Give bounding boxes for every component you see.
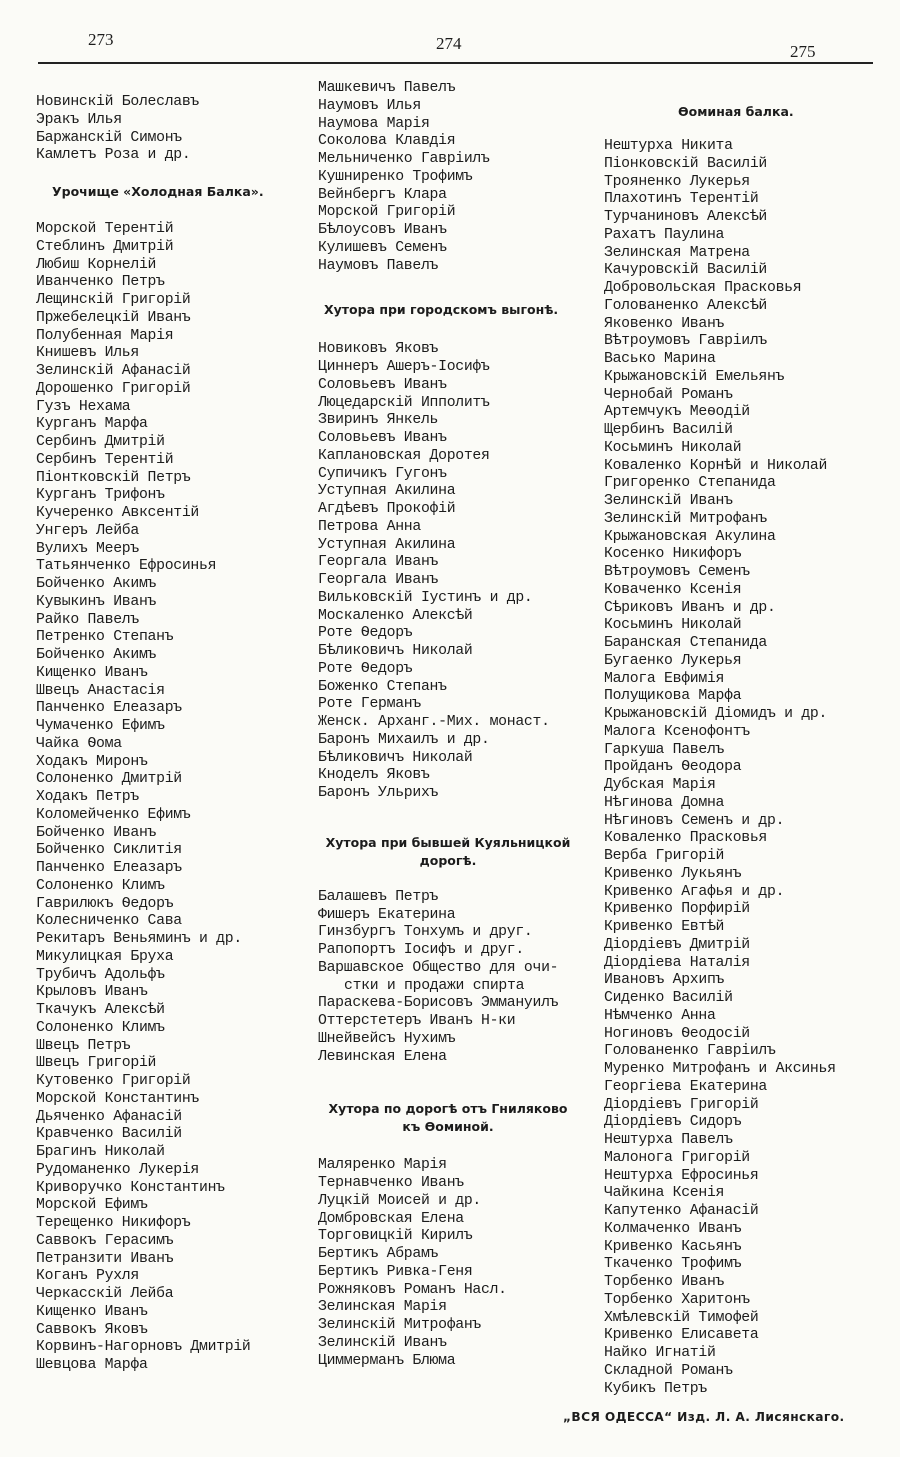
list-item: Татьянченко Ефросинья [36,558,217,575]
list-item: Курганъ Трифонъ [36,487,165,504]
list-item-continuation: стки и продажи спирта [344,977,525,994]
list-item: Зелинскій Иванъ [604,493,733,509]
publisher-imprint: „ВСЯ ОДЕССА“ Изд. Л. А. Лисянскаго. [563,1410,845,1424]
list-item: Бугаенко Лукерья [604,652,742,669]
list-item: Кувыкинъ Иванъ [36,593,157,610]
list-item: Кравченко Василій [36,1126,182,1143]
list-item: Кривенко Касьянъ [604,1238,742,1255]
list-item: Шевцова Марфа [36,1357,148,1373]
list-item: Ткачукъ Алексѣй [36,1002,165,1018]
list-item: Баржанскій Симонъ [36,129,182,146]
list-item: Вѣтроумовъ Семенъ [604,564,750,580]
list-item: Морской Ефимъ [36,1197,148,1214]
list-item: Терещенко Никифоръ [36,1215,191,1231]
list-item: Петренко Степанъ [36,629,174,646]
list-item: Оттерстетеръ Иванъ Н-ки [318,1013,516,1029]
list-item: Шнейвейсъ Нухимъ [318,1030,456,1047]
list-item: Гаврилюкъ Ѳедоръ [36,895,174,912]
list-item: Вѣтроумовъ Гавріилъ [604,333,768,350]
list-item: Баронъ Михаилъ и др. [318,731,490,748]
list-item: Діордіевъ Григорій [604,1096,759,1113]
list-item: Солоненко Дмитрій [36,771,182,788]
list-item: Женск. Арханг.-Мих. монаст. [318,714,550,730]
list-item: Рапопортъ Іосифъ и друг. [318,942,524,958]
list-item: Лещинскій Григорій [36,292,191,308]
section-heading: Урочище «Холодная Балка». [52,184,264,199]
list-item: Діордіевъ Дмитрій [604,936,750,953]
page-number-273: 273 [88,30,114,49]
list-item: Георгіева Екатерина [604,1078,768,1095]
list-item: Домбровская Елена [318,1210,464,1227]
name-list [318,889,583,978]
list-item: Пржебелецкій Иванъ [36,309,191,326]
list-item: Супичикъ Гугонъ [318,465,447,482]
list-item: Сиденко Василій [604,990,733,1006]
list-item: Косьминъ Николай [604,439,742,456]
list-item: Голованенко Гавріилъ [604,1043,776,1060]
list-item: Вейнбергъ Клара [318,186,447,203]
name-list [36,221,311,1375]
list-item: Крыжановскій Емельянъ [604,368,785,385]
list-item: Піонковскій Василій [604,155,768,172]
list-item: Саввокъ Яковъ [36,1321,148,1338]
list-item: Складной Романъ [604,1362,733,1379]
list-item: Коваленко Корнѣй и Николай [604,457,828,474]
list-item: Роте Германъ [318,696,421,713]
list-item: Мельниченко Гавріилъ [318,151,490,167]
list-item: Каплановская Доротея [318,447,490,464]
list-item: Ходакъ Миронъ [36,753,148,770]
list-item: Діордіева Наталія [604,954,750,971]
list-item: Рекитаръ Веньяминъ и др. [36,931,242,947]
name-list [318,341,583,803]
list-item: Зелинская Матрена [604,244,750,261]
section-heading: Хутора при городскомъ выгонѣ. [324,302,559,318]
list-item: Микулицкая Бруха [36,948,174,965]
list-item: Вулихъ Мееръ [36,540,139,557]
list-item: Бертикъ Ривка-Геня [318,1263,473,1280]
list-item: Трояненко Лукерья [604,173,750,190]
list-item: Роте Ѳедоръ [318,660,413,677]
list-item: Плахотинъ Терентій [604,191,759,208]
list-item: Щербинъ Василій [604,422,733,438]
list-item: Крыжановская Акулина [604,528,776,545]
list-item: Бойченко Иванъ [36,824,157,841]
list-item: Бойченко Акимъ [36,647,157,663]
list-item: Наумовъ Илья [318,97,421,114]
list-item: Криворучко Константинъ [36,1179,225,1196]
list-item: Капутенко Афанасій [604,1203,759,1219]
list-item: Кривенко Порфирій [604,901,750,918]
list-item: Кривенко Елисавета [604,1327,759,1344]
list-item: Новиковъ Яковъ [318,341,439,358]
list-item: Левинская Елена [318,1048,447,1065]
list-item: Сѣриковъ Иванъ и др. [604,599,776,616]
list-item: Малонога Григорій [604,1149,750,1166]
list-item: Полущикова Марфа [604,688,742,705]
list-item: Сербинъ Дмитрій [36,434,165,450]
list-item: Нѣмченко Анна [604,1007,716,1024]
list-item: Кутовенко Григорій [36,1073,191,1089]
list-item: Корвинъ-Нагорновъ Дмитрій [36,1339,251,1356]
list-item: Крыловъ Иванъ [36,984,148,1001]
list-item: Кривенко Лукьянъ [604,865,742,882]
list-item: Малога Ксенофонтъ [604,723,750,740]
list-item: Саввокъ Герасимъ [36,1232,174,1249]
list-item: Петранзити Иванъ [36,1250,174,1267]
list-item: Муренко Митрофанъ и Аксинья [604,1061,836,1077]
list-item: Звиринъ Янкель [318,412,439,429]
list-item: Полубенная Марія [36,327,174,344]
list-item: Луцкій Моисей и др. [318,1192,482,1209]
list-item: Морской Григорій [318,204,456,221]
list-item: Бойченко Сиклитія [36,842,182,859]
page-number-274: 274 [436,34,462,53]
list-item: Зелинскій Афанасій [36,363,191,379]
list-item: Колесниченко Сава [36,913,182,930]
list-item: Камлетъ Роза и др. [36,147,191,164]
list-item: Курганъ Марфа [36,416,148,433]
list-item: Морской Терентій [36,221,174,237]
list-item: Яковенко Иванъ [604,315,725,332]
list-item: Гузъ Нехама [36,398,131,415]
list-item: Балашевъ Петръ [318,888,439,905]
list-item: Трубичъ Адольфъ [36,966,165,983]
list-item: Коваченко Ксенія [604,581,742,598]
list-item: Наумова Марія [318,115,430,132]
list-item: Хмѣлевскій Тимофей [604,1309,759,1326]
list-item: Георгала Иванъ [318,572,439,588]
section-heading: Ѳоминая балка. [678,104,794,119]
list-item: Нѣгинова Домна [604,794,725,811]
list-item: Торбенко Харитонъ [604,1291,750,1308]
list-item: Петрова Анна [318,518,421,535]
list-item: Райко Павелъ [36,611,139,628]
list-item: Книшевъ Илья [36,345,139,362]
list-item: Гинзбургъ Тонхумъ и друг. [318,924,533,941]
list-item: Боженко Степанъ [318,678,447,695]
list-item: Баранская Степанида [604,635,768,651]
list-item: Чернобай Романъ [604,386,733,403]
list-item: Соловьевъ Иванъ [318,430,447,446]
list-item: Тернавченко Иванъ [318,1175,464,1191]
list-item: Любиш Корнелій [36,256,157,273]
list-item: Косьминъ Николай [604,617,742,634]
list-item: Колмаченко Иванъ [604,1220,742,1237]
list-item: Параскева-Борисовъ Эммануилъ [318,995,559,1012]
list-item: Панченко Елеазаръ [36,700,182,717]
list-item: Стеблинъ Дмитрій [36,238,174,255]
list-item: Иванченко Петръ [36,274,165,291]
list-item: Рудоманенко Лукерія [36,1161,200,1178]
list-item: Чайка Ѳома [36,735,122,752]
list-item: Наумовъ Павелъ [318,257,439,274]
list-item: Коганъ Рухля [36,1268,139,1285]
list-item: Машкевичъ Павелъ [318,80,456,96]
list-item: Пройданъ Ѳеодора [604,759,742,776]
list-item: Кулишевъ Семенъ [318,239,447,256]
list-item: Люцедарскій Ипполитъ [318,394,490,411]
list-item: Баронъ Ульрихъ [318,785,439,801]
list-item: Панченко Елеазаръ [36,860,182,876]
list-item: Швецъ Григорій [36,1055,157,1072]
list-item: Кривенко Агафья и др. [604,883,785,900]
list-item: Чумаченко Ефимъ [36,718,165,734]
list-item: Циннеръ Ашеръ-Іосифъ [318,359,490,375]
list-item: Соловьевъ Иванъ [318,376,447,393]
list-item: Малога Евфимія [604,670,725,687]
list-item: Маляренко Марія [318,1157,447,1174]
list-item: Роте Ѳедоръ [318,625,413,642]
list-item: Бѣлоусовъ Иванъ [318,222,447,238]
list-item: Рахатъ Паулина [604,226,725,243]
list-item: Діордіевъ Сидоръ [604,1114,742,1131]
list-item: Ткаченко Трофимъ [604,1256,742,1273]
list-item: Голованенко Алексѣй [604,297,768,314]
list-item: Турчаниновъ Алексѣй [604,209,768,225]
page-number-275: 275 [790,42,816,61]
list-item: Кривенко Евтѣй [604,919,725,935]
list-item: Фишеръ Екатерина [318,906,456,923]
list-item: Верба Григорій [604,848,725,864]
list-item: Кноделъ Яковъ [318,767,430,784]
list-item: Григоренко Степанида [604,475,776,492]
list-item: Солоненко Климъ [36,877,165,894]
list-item: Москаленко Алексѣй [318,607,473,624]
name-list [604,138,889,1398]
list-item: Коломейченко Ефимъ [36,806,191,823]
list-item: Дубская Марія [604,777,716,793]
list-item: Эракъ Илья [36,111,122,128]
list-item: Ногиновъ Ѳеодосій [604,1025,750,1042]
list-item: Нештурха Ефросинья [604,1167,759,1184]
list-item: Соколова Клавдія [318,133,456,150]
list-item: Дорошенко Григорій [36,380,191,397]
list-item: Гаркуша Павелъ [604,741,725,758]
list-item: Морской Константинъ [36,1090,200,1107]
list-item: Чайкина Ксенія [604,1185,725,1202]
list-item: Крыжановскій Діомидъ и др. [604,706,828,722]
column-3 [604,103,889,1398]
list-item: Уступная Акилина [318,483,456,500]
list-item: Швецъ Анастасія [36,682,165,699]
list-item: Вильковскій Іустинъ и др. [318,589,533,606]
list-item: Зелинскій Иванъ [318,1334,447,1351]
section-heading: Хутора при бывшей Куяльницкой дорогѣ. [325,834,571,868]
name-list [318,995,583,1066]
name-list [36,94,311,165]
list-item: Добровольская Прасковья [604,280,802,296]
header-rule [38,62,873,64]
list-item: Бѣликовичъ Николай [318,749,473,766]
list-item: Сербинъ Терентій [36,451,174,468]
list-item: Ходакъ Петръ [36,789,139,805]
list-item: Зелинская Марія [318,1299,447,1316]
list-item: Нештурха Никита [604,138,733,154]
list-item: Уступная Акилина [318,536,456,553]
list-item: Черкасскій Лейба [36,1286,174,1302]
list-item: Качуровскій Василій [604,262,768,279]
list-item: Піонтковскій Петръ [36,469,191,486]
name-list [318,1157,583,1370]
column-2 [318,80,583,1370]
column-1 [36,94,311,1375]
list-item: Кучеренко Авксентій [36,505,200,521]
list-item: Георгала Иванъ [318,554,439,571]
list-item: Бойченко Акимъ [36,576,157,592]
list-item: Нештурха Павелъ [604,1132,733,1148]
list-item: Брагинъ Николай [36,1144,165,1160]
list-item: Швецъ Петръ [36,1037,131,1054]
list-item: Рожняковъ Романъ Насл. [318,1281,507,1298]
list-item: Кищенко Иванъ [36,664,148,681]
list-item: Бертикъ Абрамъ [318,1246,439,1262]
list-item: Унгеръ Лейба [36,522,139,539]
list-item: Кищенко Иванъ [36,1303,148,1320]
list-item: Бѣликовичъ Николай [318,643,473,659]
list-item: Васько Марина [604,351,716,367]
list-item: Артемчукъ Меѳодій [604,404,750,421]
list-item: Кушниренко Трофимъ [318,168,473,185]
list-item: Коваленко Прасковья [604,830,768,847]
list-item: Нѣгиновъ Семенъ и др. [604,812,785,829]
list-item: Торговицкій Кирилъ [318,1228,473,1245]
list-item: Новинскій Болеславъ [36,94,200,110]
list-item: Солоненко Климъ [36,1019,165,1036]
list-item: Зелинскій Митрофанъ [318,1317,482,1333]
list-item: Варшавское Общество для очи- [318,959,559,976]
list-item: Косенко Никифоръ [604,546,742,563]
list-item: Кубикъ Петръ [604,1380,707,1397]
list-item: Агдѣевъ Прокофій [318,501,456,517]
list-item: Торбенко Иванъ [604,1274,725,1290]
list-item: Дьяченко Афанасій [36,1108,182,1125]
list-item: Зелинскій Митрофанъ [604,510,768,527]
list-item: Найко Игнатій [604,1345,716,1361]
list-item: Ивановъ Архипъ [604,972,725,989]
section-heading: Хутора по дорогѣ отъ Гниляково къ Ѳоминой. [328,1101,568,1135]
list-item: Циммерманъ Блюма [318,1352,456,1369]
name-list [318,80,583,275]
